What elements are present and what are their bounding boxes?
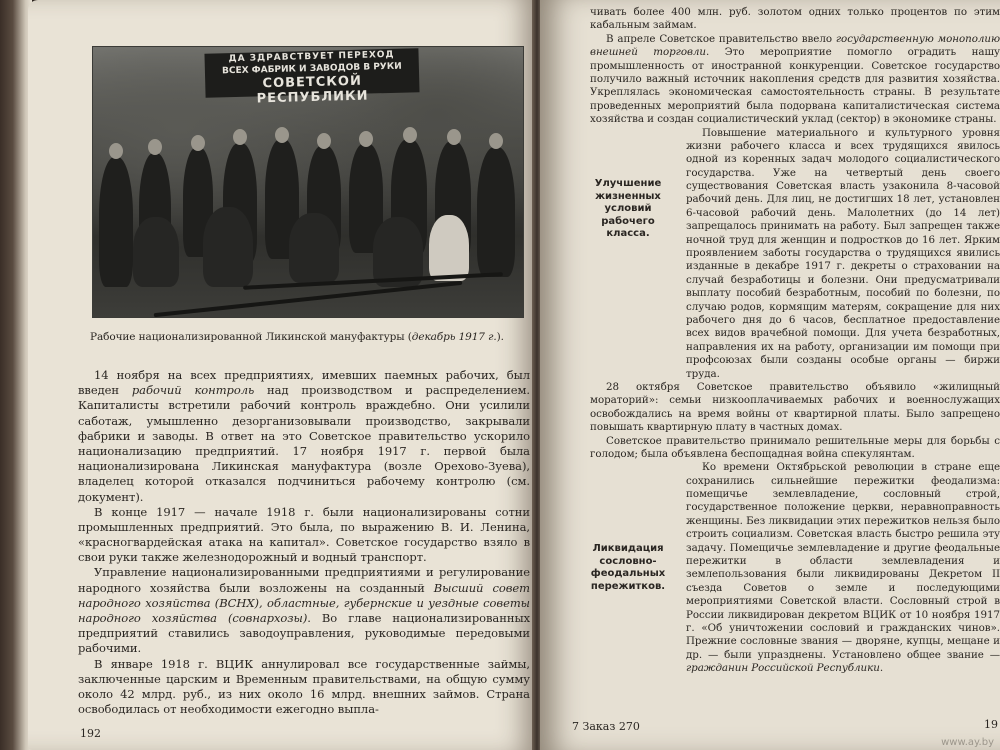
paragraph: В апреле Советское правительство ввело государственную монополию внешней торговли. Это мероприятие помогло оградить нашу промышленность от иностранной конкуренции. Советское государство получило важный источник накопления средств для развития хозяйства. Укреплялась экономическая самостоятельность страны. В результате проведенных мероприятий была подорвана капиталистическая система хозяйства и создан социалистический уклад (сектор) в экономике страны.: [590, 32, 1000, 126]
page-number-right: 19: [984, 718, 998, 731]
worker-head: [148, 139, 162, 155]
margin-note-feudal-remnants: Ликвидация сословно-феодальных пережитков.: [590, 543, 666, 592]
margin-note-working-class: Улучшение жизненных условий рабочего класса.: [594, 178, 662, 239]
printer-signature: 7 Заказ 270: [572, 720, 640, 733]
paragraph: 14 ноября на всех предприятиях, имевших паемных рабочих, был введен рабочий контроль над производством и распределением. Капиталисты встретили рабочий контроль враждебно. Они усилили саботаж, умышленно дезорганизовывали производство, закрывали фабрики и заводы. В ответ на это Советское правительство ускорило национализацию предприятий. 17 ноября 1917 г. первой была национализирована Ликинская мануфактура (возле Орехово-Зуева), владелец которой отказался подчиниться рабочему контролю (см. документ).: [78, 368, 530, 504]
paragraph: 28 октября Советское правительство объявило «жилищный мораторий»: семьи низкооплачиваемых рабочих и военнослужащих освобождались на время войны от квартирной платы. Было запрещено повышать квартирную плату в частных домах.: [590, 380, 1000, 434]
paragraph: чивать более 400 млн. руб. золотом одних только процентов по этим кабальным займам.: [590, 6, 1000, 32]
worker-head: [109, 143, 123, 159]
paragraph: Управление национализированными предприятиями и регулирование народного хозяйства были возложены на созданный Высший совет народного хозяйства (ВСНХ), областные, губернские и уездные советы народного хозяйства (совнархозы). Во главе национализированных предприятий ставились заводоуправления, руководимые передовыми рабочими.: [78, 565, 531, 656]
worker-head: [233, 129, 247, 145]
worker-figure: [477, 147, 515, 277]
worker-head: [275, 127, 289, 143]
worker-head: [317, 133, 331, 149]
photo-caption: [90, 330, 536, 344]
paragraph: В январе 1918 г. ВЦИК аннулировал все государственные займы, заключенные царским и Временным правительствами, на общую сумму около 42 млрд. руб., из них около 16 млрд. внешних займов. Страна освободилась от необходимости ежегодно выпла-: [78, 656, 530, 717]
worker-figure-seated: [133, 217, 179, 287]
worker-head: [359, 131, 373, 147]
left-body-text: [78, 368, 530, 717]
worker-head: [191, 135, 205, 151]
watermark: www.ay.by: [941, 737, 994, 748]
worker-head: [403, 127, 417, 143]
worker-head: [489, 133, 503, 149]
caption-end: ).: [496, 331, 504, 343]
paragraph: Ко времени Октябрьской революции в стране еще сохранились сильнейшие пережитки феодализма: помещичье землевладение, сословный строй, государственное положение церкви, неравноправность женщины. Без ликвидации этих пережитков нельзя было строить социализм. Советская власть быстро решила эту задачу. Помещичье землевладение и другие феодальные пережитки в области землевладения и землепользования были ликвидированы Декретом II съезда Советов о земле и последующими мероприятиями Советской власти. Сословный строй в России ликвидирован декретом ВЦИК от 10 ноября 1917 г. «Об уничтожении сословий и гражданских чинов». Прежние сословные звания — дворяне, купцы, мещане и др. — были упразднены. Установлено общее звание — гражданин Российской Республики.: [686, 461, 1000, 675]
banner-line-2: ВСЕХ ФАБРИК И ЗАВОДОВ В РУКИ: [221, 61, 402, 77]
paragraph: В конце 1917 — начале 1918 г. были национализированы сотни промышленных предприятий. Это была, по выражению В. И. Ленина, «красногвардейская атака на капитал». Советское государство взяло в свои руки также железнодорожный и водный транспорт.: [78, 504, 530, 565]
worker-figure-seated: [289, 213, 339, 283]
left-page: [28, 0, 536, 750]
historical-photo: [92, 46, 524, 318]
banner-line-3: СОВЕТСКОЙ РЕСПУБЛИКИ: [256, 73, 369, 107]
worker-figure: [99, 157, 133, 287]
paragraph: Повышение материального и культурного уровня жизни рабочего класса и всех трудящихся явилось одной из коренных задач молодого социалистического государства. Уже на четвертый день своего существования Советская власть узаконила 8-часовой рабочий день. Для лиц, не достигших 18 лет, установлен 6-часовой рабочий день. Малолетних (до 14 лет) запрещалось принимать на работу. Был запрещен также ночной труд для женщин и подростков до 16 лет. Ярким проявлением заботы государства о трудящихся явились изданные в декабре 1917 г. декреты о страховании на случай безработицы и болезни. Они предусматривали выплату пособий безработным, пособий по болезни, по случаю родов, кормящим матерям, сокращение для них рабочего дня до 6 часов, бесплатное предоставление всех видов врачебной помощи. Для учета безработных, направления их на работу, организации им помощи при профсоюзах были созданы особые органы — биржи труда.: [686, 126, 1000, 380]
photo-banner: [204, 48, 419, 107]
paragraph: Советское правительство принимало решительные меры для борьбы с голодом; была объявлена беспощадная война спекулянтам.: [590, 434, 1000, 460]
worker-figure-light-shirt: [429, 215, 469, 281]
worker-head: [447, 129, 461, 145]
caption-date: декабрь 1917 г.: [411, 331, 497, 343]
page-number-left: 192: [80, 727, 101, 740]
caption-text: Рабочие национализированной Ликинской мануфактуры (: [90, 331, 412, 343]
banner-line-1: ДА ЗДРАВСТВУЕТ ПЕРЕХОД: [228, 49, 395, 65]
right-page: [540, 0, 1000, 750]
worker-figure-seated: [203, 207, 253, 287]
